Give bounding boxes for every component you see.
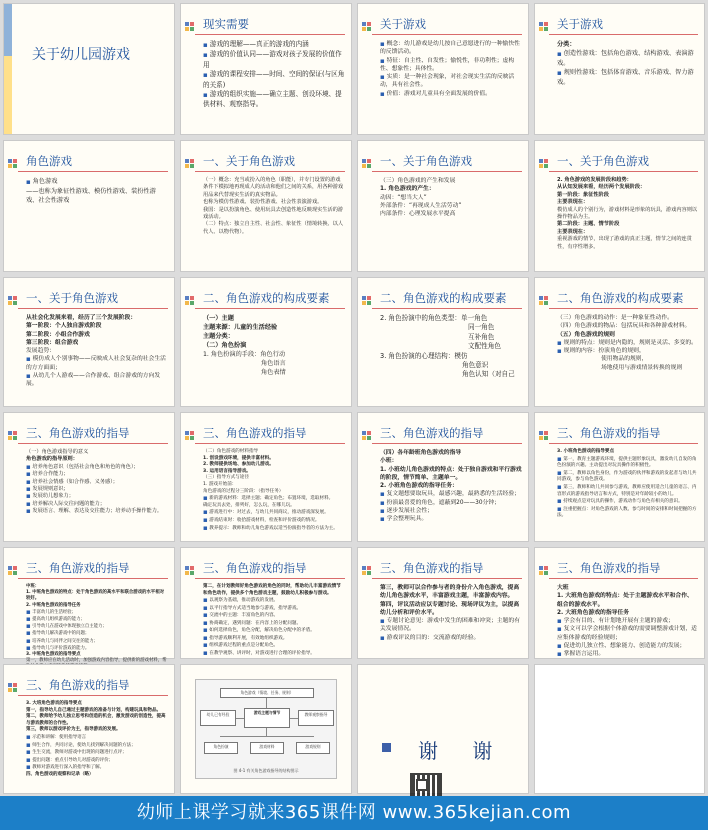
slide-title: 关于游戏 [557,17,603,31]
slide-18[interactable] [180,547,352,659]
slide-15[interactable] [357,412,529,542]
slide-body: （一）角色游戏指导的意义 角色游戏的指导原则： ▪ 培养角色意识（包括社会角色和角色的角色）； ▪ 培养合作能力； ▪ 培养社会情感（如合作感、义务感）； ▪ 发展规则意识； ▪ 发展幼儿想象力； ▪ 培养解决人际交往问题的能力； ▪ 发展语言、理解、表达及交往能力；培养动手操作能力。 [26,449,163,516]
decor-icon [362,22,372,32]
diagram-box-center: 游戏主题与情节 [244,708,290,728]
diagram-caption: 图 4-1 有关角色游戏指导的结构图示 [233,768,299,773]
slide-body: （一）主题 主题来源：儿童的生活经验 主题分类： （二）角色扮演 1. 角色扮演的手段：角色行动 角色语言 角色表情 [203,315,286,376]
slide-body: 分类： ▪ 创造性游戏：包括角色游戏、结构游戏、表演游戏。 ▪ 规则性游戏：包括体育游戏、音乐游戏、智力游戏。 [557,41,694,86]
title-divider [549,443,698,444]
title-divider [195,34,345,35]
slide-body: 第二，在计划教师好角色游戏的角色的同时，帮助幼儿丰富游戏情节和角色动作，提供多个角色游戏主题，鼓励幼儿积极参与游戏。 ▪ 以观察为基础，推动游戏的发展。 ▪ 以平行指导方式适当地参与游戏，指导游戏。 ▪ 交流中的主题：丰富角色的内容。 ▪ 协商确定，遇到问题：在内容上的分配问题。 ▪ 如何选择角色，角色分配，解决角色分配中的矛盾。 ▪ 指导游戏顺利开展，有效地组织游戏。 ▪ 组织游戏过程的重点是分配角色。 ▪ 在教学观察、讲评时，对游戏进行合理的评价指导。 [203,584,341,657]
slide-body: （一）概念：充当或扮入的角色（职能），并专门设置的游戏条件下模拟地再现成人的活动和他们之间的关系，用各种游戏用品来代替现实生活的真实物品。 也称为模仿性游戏、装扮性游戏、社会性表演游戏。 我国：是以扮演角色、使用玩具去创造性地反映现实生活的游戏活动。 （二）特点：独立自主性、社会性、象征性（情境转换、以人代人、以物代物）。 [203,177,344,235]
decor-icon [185,159,195,169]
slide-body: ▪ 概念：幼儿游戏是幼儿按自己意愿进行的一种愉快性的反馈活动。 ▪ 特征：自主性、自发性；愉悦性，非功利性；虚构性、想象性；具体性。 ▪ 实质：是一种社会现象，对社会现实生活的反映活动，具有社会性。 ▪ 价值：游戏对儿童具有全面发展的价值。 [380,40,520,98]
slide-5[interactable] [3,140,175,272]
slide-19[interactable] [357,547,529,659]
title-divider [549,578,698,579]
title-divider [195,443,345,444]
slide-body: 大班 1. 大班角色游戏的特点：处于主题游戏水平和合作、组合的游戏水平。 2. 大班角色游戏的指导任务 ▪ 学会有目的、有计划地开展有主题的游戏； ▪ 复文可以学会根据个体游戏的需要调整游戏计划，适应集体游戏的经验规则； ▪ 促进幼儿独立性、想象能力、创造能力的发展； ▪ 掌握语言运用。 [557,585,697,659]
title-divider [372,443,522,444]
slide-title: 二、角色游戏的构成要素 [203,291,330,305]
slide-3[interactable] [357,3,529,135]
diagram-connector [220,736,314,737]
title-divider [18,308,168,309]
title-divider [372,308,522,309]
decor-icon [362,431,372,441]
slide-title: 二、角色游戏的构成要素 [557,291,684,305]
slide-17[interactable] [3,547,175,664]
title-divider [195,171,345,172]
slide-body: ▪ 游戏的理解——真正的游戏的内涵 ▪ 游戏的价值认同——游戏对孩子发展的价值作用 ▪ 游戏的课程安排——时间、空间的保证(与区角的关系) ▪ 游戏的组织实施——确立主题、创设环境、提供材料、观察指导。 [203,40,345,109]
slide-title: 三、角色游戏的指导 [203,426,307,440]
decor-icon [8,431,18,441]
slide-body: （三）角色游戏的产生和发展 1. 角色游戏的产生： 动因：“想当大人” 外部条件：“再现成人生活劳动” 内部条件：心理发展水平提高 [380,178,462,218]
slide-body: 2. 角色扮演中的角色类型：单一角色 同一角色 互补角色 文配性角色 3. 角色扮演的心理结构：模仿 角色意识 角色认知（对自己 [380,314,515,379]
slide-title: 三、角色游戏的指导 [26,561,130,575]
decor-icon [362,159,372,169]
slide-2[interactable] [180,3,352,135]
slide-23[interactable] [357,664,529,794]
decor-icon [8,683,18,693]
title-divider [18,171,168,172]
decor-icon [539,296,549,306]
diagram-box-bottom: 游戏材料 [250,742,284,754]
title-divider [195,308,345,309]
decor-icon [8,159,18,169]
slide-body: 第三，教师可以合作参与者的身份介入角色游戏，提高幼儿角色游戏水平，丰富游戏主题，丰富游戏内容。 第四，评议活动应以专题讨论、现场评议为主，以提高幼儿分析和评价水平。 ▪ 专题讨论意见：游戏中发生的困难和冲突；主题的有关发展情况。 ▪ 游戏评议的目的：交流游戏的经验。 [380,585,520,642]
decor-icon [539,159,549,169]
title-divider [372,34,522,35]
slide-body: （三）角色游戏的动作：是一种象征性动作。 （四）角色游戏的物品：包括玩具和各种游戏材料。 （五）角色游戏的规则 ▪ 规则的特点：规则是内隐的，规则是灵活、多变的。 ▪ 规则的内容：扮演角色的规则， 使用物品的规则， 场地使用与游戏情景转换的规则 [557,315,697,371]
slide-accent-bar [4,4,12,134]
slide-16[interactable] [534,412,705,542]
decor-icon [185,431,195,441]
decor-icon [362,566,372,576]
title-divider [195,578,345,579]
decor-icon [8,296,18,306]
slide-body: ▪ 角色游戏 ——也称为象征性游戏、模仿性游戏、装扮性游戏、社会性游戏 [26,178,156,204]
structure-diagram [195,679,337,779]
title-divider [549,171,698,172]
slide-body: 中班： 1. 中班角色游戏的特点：处于角色游戏的高水平和联合游戏的水平相对较好。 2. 中班角色游戏的指导任务 ▪ 丰富幼儿的生活经验； ▪ 提高幼儿组织游戏的能力； ▪ 引导幼儿在游戏中体现独立自主能力； ▪ 指导幼儿解决游戏中的问题； ▪ 培养幼儿与同伴之间交往的能力； ▪ 指导幼儿与评价游戏的能力。 3. 中班角色游戏的指导要点 第一，教师应在幼儿活动时，加强游戏内容指导，提供新的游戏材料，帮 [26,584,167,664]
title-divider [372,578,522,579]
slide-12[interactable] [534,277,705,407]
diagram-box-right: 教师观察指导 [298,710,334,726]
diagram-connector [266,728,267,736]
diagram-box-left: 幼儿已有经验 [200,710,236,726]
slide-title: 三、角色游戏的指导 [26,678,130,692]
bullet-icon [382,743,391,752]
slide-body: （四）各年龄班角色游戏的指导 小班： 1. 小班幼儿角色游戏的特点：处于独自游戏和平行游戏的阶段，情节简单、主题单一。 2. 小班角色游戏的指导任务： ▪ 复文题想要取玩具，最感兴趣，最熟悉的生活经验； ▪ 扮演最喜爱的角色，遮蔽到20——30分钟； ▪ 逐步发展社会性； ▪ 学会整理玩具。 [380,450,522,524]
slide-20[interactable] [534,547,705,659]
slide-1[interactable] [3,3,175,135]
slide-14[interactable] [180,412,352,542]
title-divider [18,578,168,579]
diagram-box-top: 角色游戏（情境、任务、规则） [220,688,314,698]
slide-title: 一、关于角色游戏 [203,154,295,168]
slide-title: 三、角色游戏的指导 [557,426,661,440]
slide-22[interactable] [180,664,352,794]
decor-icon [8,566,18,576]
diagram-connector [236,718,244,719]
slide-7[interactable] [357,140,529,272]
slide-body: 3. 小班角色游戏的指导要点 ▪ 第一，教育主题游戏环境，提供主题形象玩具，激发幼儿自发的角色扮演的兴趣。主动提出对玩具操作的积极性。 ▪ 第二，教师以角色身份，作为游戏的伙伴和游戏的发起者与幼儿共同游戏，参与角色游戏。 ▪ 第三，教师和幼儿共同参与游戏，教师应使用适合儿童的语言、内容形式的游戏指导语言和方式，特别是对年龄较小的幼儿。 ▪ 持续观点是对玩具的操作，游戏动作与角色有相关的意识。 ▪ 注重把握点：对角色游戏的人数、参与时间的安排和时间把握的方法。 [557,449,697,519]
slide-4[interactable] [534,3,705,135]
slide-title: 三、角色游戏的指导 [380,426,484,440]
slide-title: 一、关于角色游戏 [380,154,472,168]
diagram-connector [266,698,267,708]
slide-title: 角色游戏 [26,154,72,168]
slide-title: 关于游戏 [380,17,426,31]
slide-body: 3. 大班角色游戏的指导要点 第一，指导幼儿自己通过主题游戏的准备与计划，构建玩具和物品。 第二，教师给予幼儿独立思考和创造的机会，激发游戏的创造性，提高与游戏教师的合作性。 第三，教师以游戏评价为主，指导游戏的发展。 ▪ 示范和讲解：使用指导语言 ▪ 师生合作，共同讨论，使幼儿找到解决问题的方法； ▪ 生生交流，教师对游戏中出现的问题进行点评； ▪ 提出问题：重点引导幼儿对游戏的评价； ▪ 教师对游戏进行深入的指导和了解。 四、角色游戏的观察和记录（略） [26,701,166,777]
decor-icon [362,296,372,306]
slide-body: （二）角色游戏的材料指导 1. 创设游戏环境，提供丰富材料。 2. 教师提供场地、参加幼儿游戏。 3. 运用语言指导游戏。 （三）指导方式与途径 1. 游戏开始前： 角色游戏的过程分三阶段：（指导任务） ▪ 新的游戏材料：选择主题；确定角色；布置环境，选取材料。 确定玩具去处，排列好，怎么玩，在哪儿玩。 ▪ 游戏进行中：对过去，与幼儿共同商议，推动游戏深发展。 ▪ 游戏结束时：收拾游戏材料，检查和评价游戏的情况。 ▪ 教养提示：教师和幼儿角色游戏以适当扮演指导者的方法为主。 [203,449,338,532]
diagram-box-bottom: 游戏规则 [296,742,330,754]
slide-title: 关于幼儿园游戏 [32,47,130,63]
decor-icon [539,431,549,441]
slide-21[interactable] [3,664,175,794]
slide-title: 三、角色游戏的指导 [203,561,307,575]
slide-title: 三、角色游戏的指导 [26,426,130,440]
slide-8[interactable] [534,140,705,272]
slide-body: 从社会化发展来看，经历了三个发展阶段： 第一阶段：个人独自游戏阶段 第二阶段：小组合作游戏 第三阶段：组合游戏 发展趋势： ▪ 模仿成人个别事物——反映成人社会复杂的社会生活的方方面面； ▪ 从幼儿个人游戏——合作游戏、组合游戏的方向发展。 [26,315,166,388]
title-divider [372,171,522,172]
footer-banner[interactable]: 幼师上课学习就来365课件网 www.365kejian.com [0,796,708,830]
slide-title: 一、关于角色游戏 [557,154,649,168]
slide-11[interactable] [357,277,529,407]
slide-empty [534,664,705,794]
slide-10[interactable] [180,277,352,407]
decor-icon [185,22,195,32]
decor-icon [539,22,549,32]
slide-title: 二、角色游戏的构成要素 [380,291,507,305]
title-divider [18,443,168,444]
diagram-box-bottom: 角色扮演 [204,742,238,754]
slide-title: 三、角色游戏的指导 [557,561,661,575]
slide-6[interactable] [180,140,352,272]
thanks-text: 谢 谢 [418,739,507,763]
title-divider [549,308,698,309]
slide-13[interactable] [3,412,175,542]
title-divider [549,34,698,35]
decor-icon [539,566,549,576]
diagram-connector [290,718,298,719]
slide-title: 现实需要 [203,17,249,31]
decor-icon [185,296,195,306]
slide-9[interactable] [3,277,175,407]
slide-title: 三、角色游戏的指导 [380,561,484,575]
slide-body: 2. 角色游戏的发展阶段和趋势： 从认知发展来看，经历两个发展阶段： 第一阶段：象征性阶段 主要表现在： 模仿成人的个别行为，游戏材料是形象的玩具，游戏内容则以操作物品为主。 第二阶段：主题、情节阶段 主要表现在： 重视游戏的情节，出现了游戏的真正主题，情节之间的连贯性，有序性增多。 [557,177,698,250]
title-divider [18,695,168,696]
slide-title: 一、关于角色游戏 [26,291,118,305]
decor-icon [185,566,195,576]
